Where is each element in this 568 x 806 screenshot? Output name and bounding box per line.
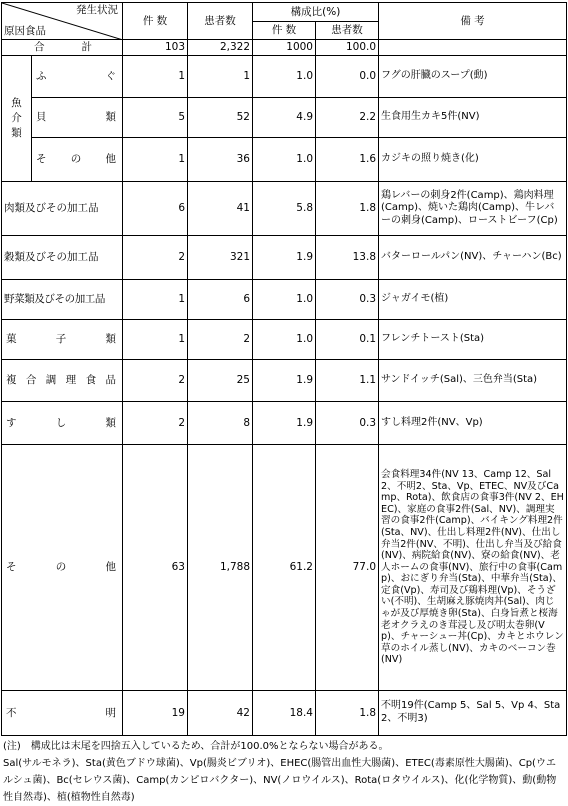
patients-cell: 8 <box>188 402 253 445</box>
corner-header <box>2 3 123 40</box>
table-row <box>2 360 567 402</box>
row-label <box>2 445 123 691</box>
note-cell: 会食料理34件(NV 13、Camp 12、Sal 2、不明2、Sta、Vp、ETEC、NV及びCamp、Rota)、飲食店の食事3件(NV 2、EHEC)、家庭の食事2件(Sal、NV)、調理実習の食事2件(Camp)、バイキング料理2件(Sta、NV)、仕出し料理2件(NV)、仕出し弁当2件(NV、不明)、仕出し弁当及び給食(NV)、病院給食(NV)、寮の給食(NV)、老人ホームの食事(NV)、旅行中の食事(Camp)、おにぎり弁当(Sta)、中華弁当(Sta)、定食(Vp)、寿司及び鶏料理(Vp)、そうざい(不明)、生胡麻え豚焼肉丼(Sal)、肉じゃが及び厚焼き卵(Sta)、白身旨煮と桜海老オクラえのき茸浸し及び明太巻卵(Vp)、チャーシュー丼(Cp)、カキとホウレン草のホイル蒸し(NV)、カキのベーコン巻(NV) <box>379 445 567 691</box>
label-char: 調 <box>45 374 57 386</box>
ratio-count-cell: 1.0 <box>253 320 316 360</box>
ratio-patients-cell: 2.2 <box>316 98 379 138</box>
ratio-count-cell: 1.0 <box>253 56 316 98</box>
count-header: 件 数 <box>123 3 188 40</box>
note-cell: フグの肝臓のスープ(動) <box>379 56 567 98</box>
label-char: 菓 <box>6 333 17 345</box>
table-row <box>2 280 567 320</box>
footnote-note: (注) 構成比は末尾を四捨五入しているため、合計が100.0%とならない場合がある。 <box>3 741 389 752</box>
remarks-header: 備 考 <box>379 3 567 40</box>
patients-cell: 2 <box>188 320 253 360</box>
note-cell: サンドイッチ(Sal)、三色弁当(Sta) <box>379 360 567 402</box>
row-label: 肉類及びその加工品 <box>2 182 123 236</box>
total-label-char: 計 <box>81 41 92 53</box>
count-cell: 2 <box>123 236 188 280</box>
patients-cell: 1 <box>188 56 253 98</box>
food-poisoning-table <box>1 2 567 736</box>
patients-cell: 52 <box>188 98 253 138</box>
header-row <box>2 3 567 22</box>
table-row <box>2 56 567 98</box>
total-label-char: 合 <box>34 41 45 53</box>
ratio-patients-cell: 0.3 <box>316 280 379 320</box>
patients-cell: 36 <box>188 138 253 182</box>
count-cell: 19 <box>123 691 188 736</box>
ratio-patients-cell: 0.1 <box>316 320 379 360</box>
table-row <box>2 182 567 236</box>
corner-top-label: 発生状況 <box>76 4 118 16</box>
ratio-count-cell: 1.9 <box>253 360 316 402</box>
ratio-patients-cell: 1.8 <box>316 182 379 236</box>
row-label <box>2 402 123 445</box>
note-cell: 不明19件(Camp 5、Sal 5、Vp 4、Sta 2、不明3) <box>379 691 567 736</box>
ratio-count-cell: 1.0 <box>253 138 316 182</box>
label-char: 貝 <box>36 111 47 123</box>
ratio-count-cell: 4.9 <box>253 98 316 138</box>
count-cell: 2 <box>123 402 188 445</box>
ratio-patients-cell: 77.0 <box>316 445 379 691</box>
label-char: ふ <box>36 70 47 82</box>
footnote <box>3 738 565 806</box>
ratio-count-cell: 61.2 <box>253 445 316 691</box>
ratio-patients-header: 患者数 <box>316 22 379 40</box>
label-char: 不 <box>6 706 17 719</box>
ratio-count-cell: 1.9 <box>253 236 316 280</box>
ratio-count-cell: 18.4 <box>253 691 316 736</box>
count-cell: 1 <box>123 56 188 98</box>
fish-group-label <box>2 56 32 182</box>
ratio-patients-cell: 1.1 <box>316 360 379 402</box>
patients-header: 患者数 <box>188 3 253 40</box>
table-row <box>2 402 567 445</box>
count-cell: 5 <box>123 98 188 138</box>
note-cell <box>379 40 567 56</box>
table-row <box>2 691 567 736</box>
total-label-cell <box>2 40 123 56</box>
ratio-count-header: 件 数 <box>253 22 316 40</box>
patients-cell: 42 <box>188 691 253 736</box>
note-cell: フレンチトースト(Sta) <box>379 320 567 360</box>
row-label <box>2 691 123 736</box>
ratio-count-cell: 1.9 <box>253 402 316 445</box>
note-cell: 鶏レバーの刺身2件(Camp)、鶏肉料理(Camp)、焼いた鶏肉(Camp)、牛レバーの刺身(Camp)、ローストビーフ(Cp) <box>379 182 567 236</box>
label-char: し <box>55 416 67 429</box>
label-char: 類 <box>105 333 116 345</box>
label-char: 複 <box>6 374 17 386</box>
ratio-patients-cell: 1.8 <box>316 691 379 736</box>
label-char: 類 <box>105 111 116 123</box>
label-char: 食 <box>85 374 97 386</box>
label-char: ぐ <box>105 70 116 82</box>
ratio-patients-cell: 100.0 <box>316 40 379 56</box>
row-label <box>32 138 123 182</box>
ratio-count-cell: 1000 <box>253 40 316 56</box>
footnote-legend: Sal(サルモネラ)、Sta(黄色ブドウ球菌)、Vp(腸炎ビブリオ)、EHEC(腸管出血性大腸菌)、ETEC(毒素原性大腸菌)、Cp(ウエルシュ菌)、Bc(セレウス菌)、Camp(カンピロバクター)、NV(ノロウイルス)、Rota(ロタウイルス)、化(化学物質)、動(動物性自然毒)、植(植物性自然毒) <box>3 758 557 803</box>
patients-cell: 321 <box>188 236 253 280</box>
label-char: 子 <box>55 333 67 345</box>
ratio-patients-cell: 0.0 <box>316 56 379 98</box>
note-cell: 生食用生カキ5件(NV) <box>379 98 567 138</box>
label-char: 明 <box>105 706 116 719</box>
table-row <box>2 98 567 138</box>
count-cell: 103 <box>123 40 188 56</box>
label-char: そ <box>36 153 47 165</box>
patients-cell: 1,788 <box>188 445 253 691</box>
row-label: 穀類及びその加工品 <box>2 236 123 280</box>
note-cell: カジキの照り焼き(化) <box>379 138 567 182</box>
label-char: 類 <box>105 416 116 429</box>
note-cell: すし料理2件(NV、Vp) <box>379 402 567 445</box>
patients-cell: 25 <box>188 360 253 402</box>
table-row <box>2 445 567 691</box>
ratio-patients-cell: 0.3 <box>316 402 379 445</box>
label-char: 理 <box>65 374 77 386</box>
note-cell: ジャガイモ(植) <box>379 280 567 320</box>
patients-cell: 6 <box>188 280 253 320</box>
row-label <box>2 360 123 402</box>
patients-cell: 2,322 <box>188 40 253 56</box>
count-cell: 1 <box>123 280 188 320</box>
ratio-patients-cell: 1.6 <box>316 138 379 182</box>
label-char: 合 <box>25 374 37 386</box>
note-cell: バターロールパン(NV)、チャーハン(Bc) <box>379 236 567 280</box>
label-char: そ <box>6 561 17 573</box>
ratio-count-cell: 5.8 <box>253 182 316 236</box>
count-cell: 1 <box>123 320 188 360</box>
count-cell: 63 <box>123 445 188 691</box>
label-char: の <box>55 561 67 573</box>
count-cell: 1 <box>123 138 188 182</box>
label-char: 他 <box>105 561 116 573</box>
label-char: す <box>6 416 17 429</box>
table-row <box>2 138 567 182</box>
ratio-header: 構成比(%) <box>253 3 379 22</box>
count-cell: 2 <box>123 360 188 402</box>
label-char: 他 <box>105 153 116 165</box>
count-cell: 6 <box>123 182 188 236</box>
total-row <box>2 40 567 56</box>
ratio-patients-cell: 13.8 <box>316 236 379 280</box>
row-label <box>32 98 123 138</box>
label-char: の <box>70 153 82 165</box>
patients-cell: 41 <box>188 182 253 236</box>
row-label: 野菜類及びその加工品 <box>2 280 123 320</box>
row-label <box>2 320 123 360</box>
table-row <box>2 236 567 280</box>
fish-group-text: 魚介類 <box>11 97 22 139</box>
ratio-count-cell: 1.0 <box>253 280 316 320</box>
row-label <box>32 56 123 98</box>
table-row <box>2 320 567 360</box>
label-char: 品 <box>105 374 116 386</box>
corner-bottom-label: 原因食品 <box>4 25 46 37</box>
